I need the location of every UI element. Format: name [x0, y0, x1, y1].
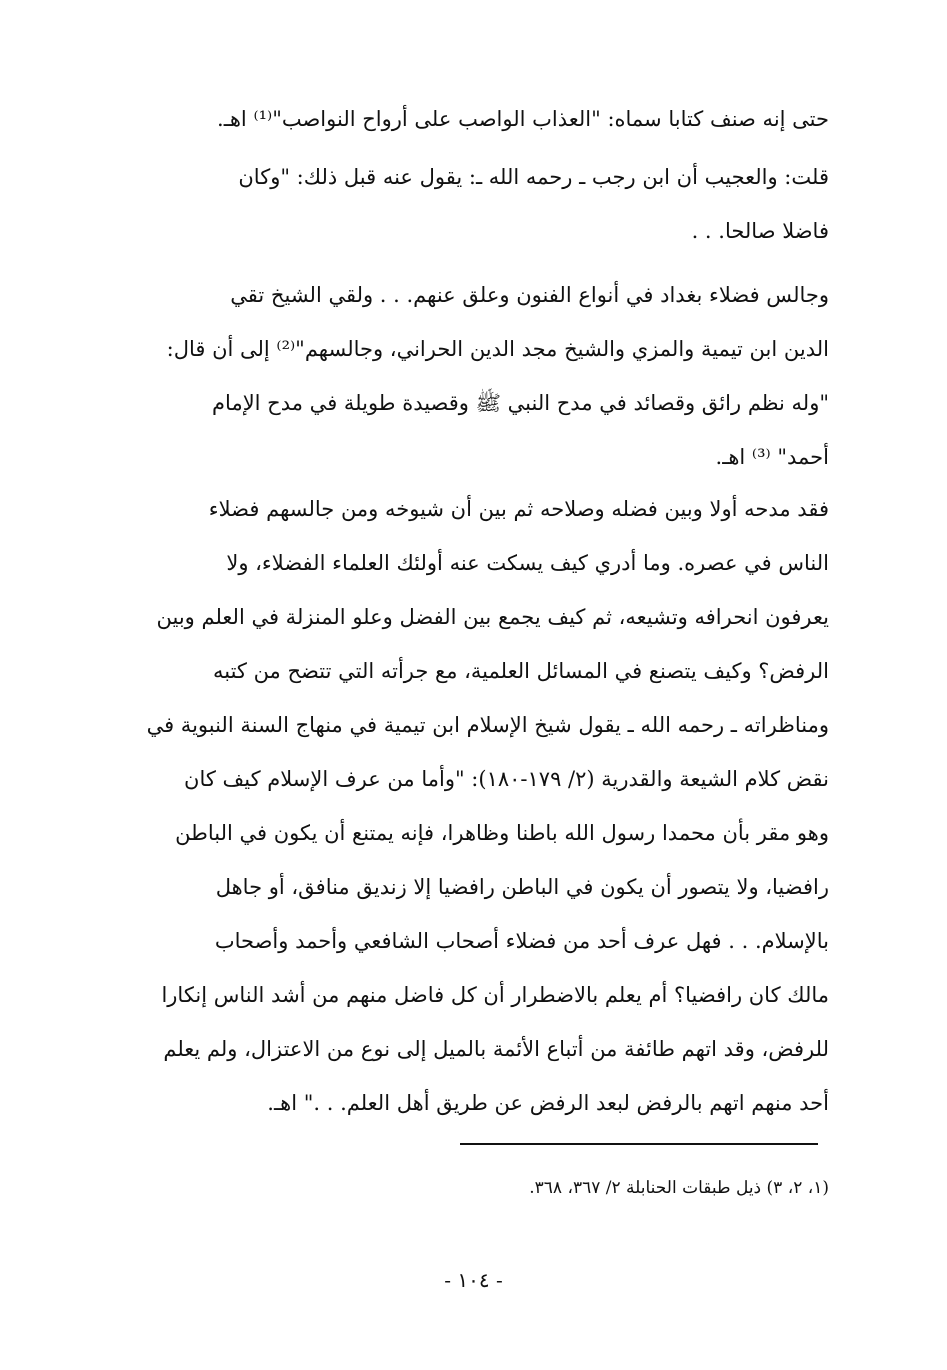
text-line: فقد مدحه أولا وبين فضله وصلاحه ثم بين أن شيوخه ومن جالسهم فضلاء — [208, 497, 829, 521]
paragraph-4 — [98, 482, 829, 1130]
text-line: الناس في عصره. وما أدري كيف يسكت عنه أولئك العلماء الفضلاء، ولا — [226, 551, 829, 575]
text-line: أحمد" ⁽³⁾ اهـ. — [715, 445, 829, 469]
text-line: فاضلا صالحا. . . — [691, 219, 829, 243]
footnote: (١، ٢، ٣) ذيل طبقات الحنابلة ٢/ ٣٦٧، ٣٦٨. — [529, 1178, 829, 1198]
text-line: يعرفون انحرافه وتشيعه، ثم كيف يجمع بين الفضل وعلو المنزلة في العلم وبين — [156, 605, 829, 629]
text-line: حتى إنه صنف كتابا سماه: "العذاب الواصب على أرواح النواصب"⁽¹⁾ اهـ. — [217, 107, 829, 131]
text-line: نقض كلام الشيعة والقدرية (٢/ ١٧٩-١٨٠): "وأما من عرف الإسلام كيف كان — [184, 767, 829, 791]
text-line: بالإسلام. . . فهل عرف أحد من فضلاء أصحاب الشافعي وأحمد وأصحاب — [214, 929, 829, 953]
text-line: وجالس فضلاء بغداد في أنواع الفنون وعلق عنهم. . . ولقي الشيخ تقي — [230, 283, 829, 307]
text-line: الرفض؟ وكيف يتصنع في المسائل العلمية، مع جرأته التي تتضح من كتبه — [212, 659, 829, 683]
text-line: الدين ابن تيمية والمزي والشيخ مجد الدين الحراني، وجالسهم"⁽²⁾ إلى أن قال: — [166, 337, 829, 361]
paragraph-1 — [98, 92, 829, 146]
text-line: "وله نظم رائق وقصائد في مدح النبي ﷺ وقصيدة طويلة في مدح الإمام — [212, 391, 829, 415]
footnote-divider — [460, 1143, 818, 1145]
text-line: رافضيا، ولا يتصور أن يكون في الباطن رافضيا إلا زنديق منافق، أو جاهل — [215, 875, 829, 899]
text-line: قلت: والعجيب أن ابن رجب ـ رحمه الله ـ: يقول عنه قبل ذلك: "وكان — [238, 165, 829, 189]
text-line: ومناظراته ـ رحمه الله ـ يقول شيخ الإسلام ابن تيمية في منهاج السنة النبوية في — [146, 713, 829, 737]
text-line: مالك كان رافضيا؟ أم يعلم بالاضطرار أن كل فاضل منهم من أشد الناس إنكارا — [161, 983, 829, 1007]
text-line: وهو مقر بأن محمدا رسول الله باطنا وظاهرا، فإنه يمتنع أن يكون في الباطن — [175, 821, 829, 845]
page-number: - ١٠٤ - — [444, 1268, 503, 1292]
paragraph-2 — [98, 150, 829, 258]
paragraph-3 — [98, 268, 829, 484]
text-line: أحد منهم اتهم بالرفض لبعد الرفض عن طريق أهل العلم. . ." اهـ. — [267, 1091, 829, 1115]
text-line: للرفض، وقد اتهم طائفة من أتباع الأئمة بالميل إلى نوع من الاعتزال، ولم يعلم — [163, 1037, 829, 1061]
